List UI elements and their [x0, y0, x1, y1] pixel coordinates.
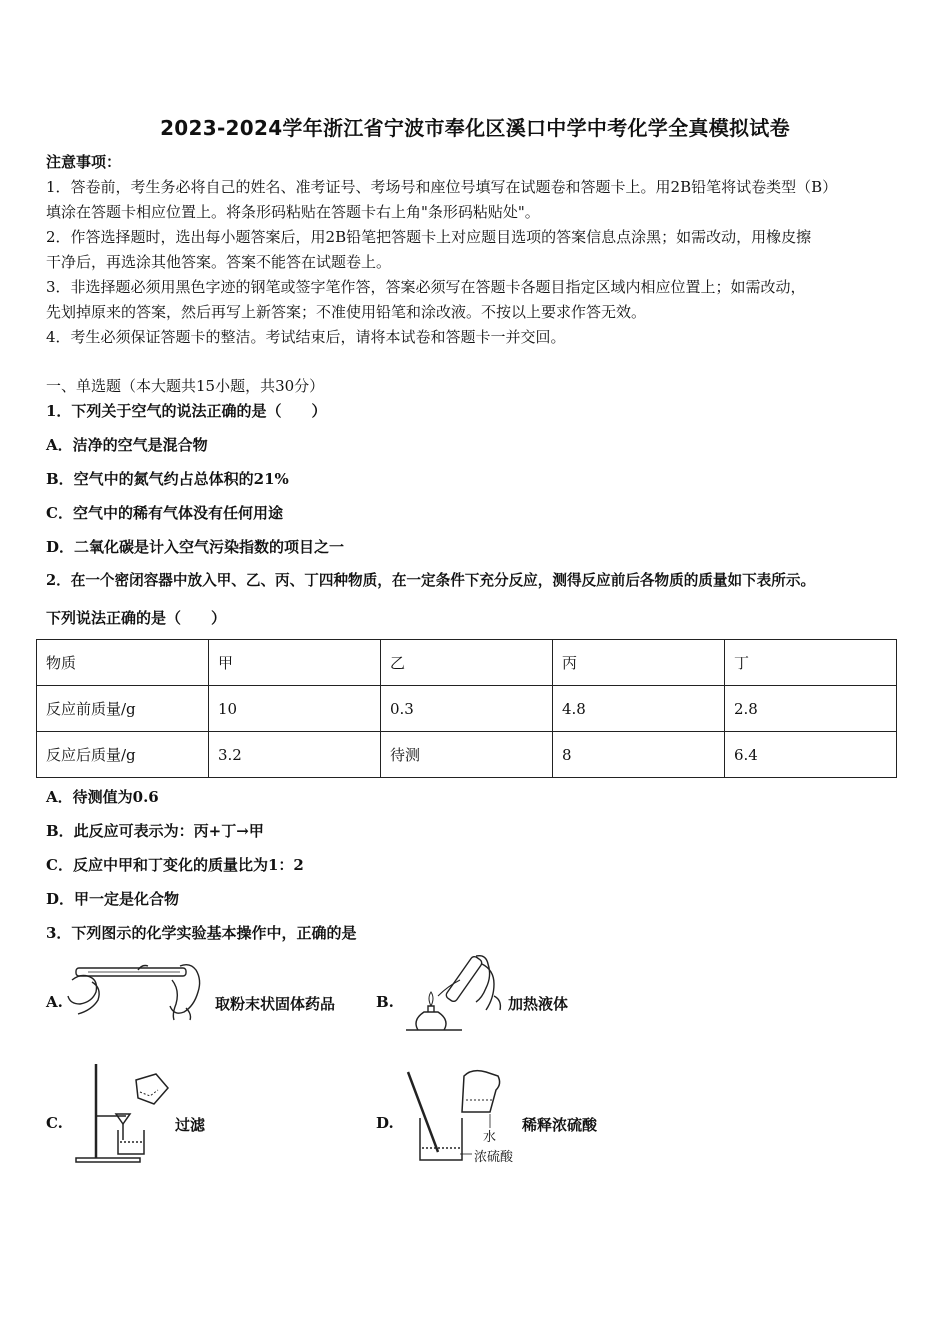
- question-1-stem: 1．下列关于空气的说法正确的是（ ）: [46, 402, 327, 420]
- table-cell: 丙: [553, 640, 725, 686]
- section-heading: 一、单选题（本大题共15小题，共30分）: [46, 377, 325, 395]
- table-row: [37, 686, 897, 732]
- q3-option-a-caption: 取粉末状固体药品: [215, 995, 336, 1013]
- q2-option-b: B．此反应可表示为：丙+丁→甲: [46, 822, 264, 840]
- notice-line: 先划掉原来的答案，然后再写上新答案；不准使用铅笔和涂改液。不按以上要求作答无效。: [46, 303, 647, 321]
- q3-option-a-letter: A.: [46, 993, 63, 1011]
- q1-option-c: C．空气中的稀有气体没有任何用途: [46, 504, 283, 522]
- q3-option-d-letter: D.: [376, 1114, 394, 1132]
- table-cell: 4.8: [553, 686, 725, 732]
- q2-option-d: D．甲一定是化合物: [46, 890, 180, 908]
- table-row: [37, 732, 897, 778]
- question-2-stem-line2: 下列说法正确的是（ ）: [46, 609, 227, 627]
- notice-line: 3．非选择题必须用黑色字迹的钢笔或签字笔作答，答案必须写在答题卡各题目指定区域内相应位置上；如需改动，: [46, 278, 806, 296]
- q3-option-b-letter: B.: [376, 993, 394, 1011]
- table-cell: 反应后质量/g: [37, 732, 209, 778]
- question-2-stem: 2．在一个密闭容器中放入甲、乙、丙、丁四种物质，在一定条件下充分反应，测得反应前后各物质的质量如下表所示。: [46, 572, 816, 589]
- q1-option-a: A．洁净的空气是混合物: [46, 436, 208, 454]
- q1-option-b: B．空气中的氮气约占总体积的21%: [46, 470, 289, 488]
- q2-option-c: C．反应中甲和丁变化的质量比为1：2: [46, 856, 304, 874]
- table-cell: 6.4: [725, 732, 897, 778]
- powder-sampling-illustration: [68, 960, 208, 1022]
- water-label: 水: [483, 1130, 497, 1145]
- notice-line: 1．答卷前，考生务必将自己的姓名、准考证号、考场号和座位号填写在试题卷和答题卡上。用2B铅笔将试卷类型（B）: [46, 178, 838, 196]
- page-title: 2023-2024学年浙江省宁波市奉化区溪口中学中考化学全真模拟试卷: [160, 116, 790, 140]
- question-3-stem: 3．下列图示的化学实验基本操作中，正确的是: [46, 924, 357, 942]
- table-cell: 待测: [381, 732, 553, 778]
- heating-liquid-illustration: [398, 952, 510, 1032]
- table-cell: 0.3: [381, 686, 553, 732]
- notice-line: 2．作答选择题时，选出每小题答案后，用2B铅笔把答题卡上对应题目选项的答案信息点涂黑；如需改动，用橡皮擦: [46, 228, 812, 246]
- q3-option-c-letter: C.: [46, 1114, 63, 1132]
- q3-option-c-caption: 过滤: [175, 1116, 206, 1134]
- table-cell: 物质: [37, 640, 209, 686]
- notice-line: 干净后，再选涂其他答案。答案不能答在试题卷上。: [46, 253, 392, 271]
- q3-option-d-caption: 稀释浓硫酸: [522, 1116, 598, 1134]
- table-cell: 乙: [381, 640, 553, 686]
- table-cell: 甲: [209, 640, 381, 686]
- q3-option-b-caption: 加热液体: [508, 995, 569, 1013]
- notice-line: 填涂在答题卡相应位置上。将条形码粘贴在答题卡右上角"条形码粘贴处"。: [46, 203, 540, 221]
- table-cell: 10: [209, 686, 381, 732]
- acid-label: 浓硫酸: [474, 1150, 514, 1165]
- mass-table: [36, 639, 897, 778]
- table-cell: 反应前质量/g: [37, 686, 209, 732]
- notice-line: 4．考生必须保证答题卡的整洁。考试结束后，请将本试卷和答题卡一并交回。: [46, 328, 566, 346]
- table-cell: 3.2: [209, 732, 381, 778]
- table-header-row: [37, 640, 897, 686]
- q2-option-a: A．待测值为0.6: [46, 788, 159, 806]
- table-cell: 丁: [725, 640, 897, 686]
- table-cell: 2.8: [725, 686, 897, 732]
- filtration-illustration: [72, 1060, 182, 1164]
- table-cell: 8: [553, 732, 725, 778]
- notice-heading: 注意事项：: [46, 153, 122, 171]
- q1-option-d: D．二氧化碳是计入空气污染指数的项目之一: [46, 538, 345, 556]
